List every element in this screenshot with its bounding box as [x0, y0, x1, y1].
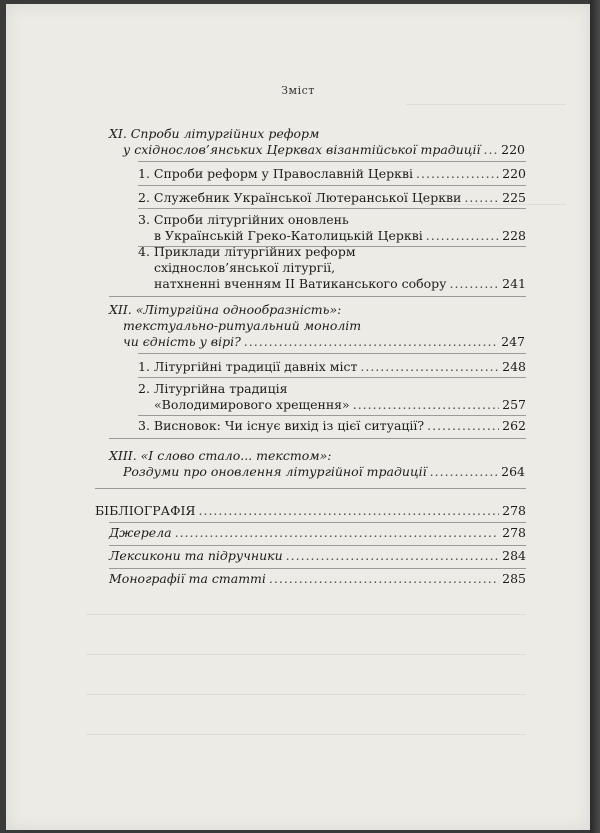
entry-label: 3. Висновок: Чи існує вихід із цієї ситуації? — [138, 418, 425, 433]
book-page — [6, 4, 590, 830]
toc-entry[interactable] — [109, 571, 526, 587]
page-number: 220 — [502, 166, 526, 181]
section-xi-title-line1: XI. Спроби літургійних реформ — [109, 126, 320, 141]
toc-entry-section-xi[interactable] — [123, 142, 525, 158]
leader-dots — [175, 525, 500, 541]
entry-label-line2: «Володимирового хрещення» — [154, 397, 350, 412]
entry-label-line3: натхненні вченням ІІ Ватиканського собору — [154, 276, 447, 291]
section-xii-title-line2: текстуально-ритуальний моноліт — [123, 318, 362, 333]
leader-dots — [360, 359, 499, 375]
toc-entry[interactable] — [109, 525, 526, 541]
section-xii-title-line3: чи єдність у вірі? — [123, 334, 241, 349]
page-number: 278 — [502, 503, 526, 518]
page-number: 264 — [501, 464, 525, 479]
toc-entry[interactable] — [154, 228, 526, 244]
section-xiii-title-line2: Роздуми про оновлення літургійної традиції — [123, 464, 427, 479]
page-number: 228 — [502, 228, 526, 243]
section-xiii-title-line1: XIII. «І слово стало... текстом»: — [109, 448, 332, 463]
bibliography-title: БІБЛІОГРАФІЯ — [95, 503, 196, 518]
toc-entry[interactable] — [138, 166, 526, 182]
toc-entry[interactable] — [154, 276, 526, 292]
book-spine-edge — [590, 0, 600, 833]
divider — [138, 161, 526, 162]
running-head: Зміст — [281, 84, 315, 97]
entry-label-line1: 4. Приклади літургійних реформ — [138, 244, 356, 259]
toc-entry[interactable] — [138, 190, 526, 206]
page-number: 220 — [501, 142, 525, 157]
entry-label: Лексикони та підручники — [109, 548, 283, 563]
section-xi-title-line2: у східнослов’янських Церквах візантійської традиції — [123, 142, 481, 157]
leader-dots — [464, 190, 499, 206]
toc-entry[interactable] — [154, 397, 526, 413]
page-number: 248 — [502, 359, 526, 374]
leader-dots — [427, 418, 499, 434]
section-xii-title-line1: XII. «Літургійна однообразність»: — [109, 302, 342, 317]
leader-dots — [353, 397, 499, 413]
divider — [138, 185, 526, 186]
divider — [109, 568, 526, 569]
divider — [138, 208, 526, 209]
divider — [138, 377, 526, 378]
table-of-contents — [6, 4, 590, 830]
page-number: 247 — [501, 334, 525, 349]
entry-label: Джерела — [109, 525, 172, 540]
leader-dots — [484, 142, 499, 158]
entry-label-line2: в Українській Греко-Католицькій Церкві — [154, 228, 423, 243]
leader-dots — [244, 334, 498, 350]
leader-dots — [430, 464, 498, 480]
divider — [138, 415, 526, 416]
toc-entry-section-xii[interactable] — [123, 334, 525, 350]
entry-label: Монографії та статті — [109, 571, 266, 586]
page-number: 284 — [502, 548, 526, 563]
toc-entry[interactable] — [138, 359, 526, 375]
toc-entry[interactable] — [138, 418, 526, 434]
divider — [138, 353, 526, 354]
entry-label: 1. Літургійні традиції давніх міст — [138, 359, 358, 374]
entry-label: 2. Служебник Української Лютеранської Церкви — [138, 190, 462, 205]
leader-dots — [426, 228, 499, 244]
page-number: 285 — [502, 571, 526, 586]
divider — [109, 438, 526, 439]
divider — [95, 488, 526, 489]
entry-label-line1: 3. Спроби літургійних оновлень — [138, 212, 349, 227]
leader-dots — [416, 166, 499, 182]
entry-label: 1. Спроби реформ у Православній Церкві — [138, 166, 414, 181]
divider — [109, 545, 526, 546]
toc-entry-section-xiii[interactable] — [123, 464, 525, 480]
page-number: 262 — [502, 418, 526, 433]
page-number: 257 — [502, 397, 526, 412]
entry-label-line2: східнослов’янської літургії, — [154, 260, 336, 275]
page-number: 278 — [502, 525, 526, 540]
leader-dots — [199, 503, 500, 519]
leader-dots — [269, 571, 499, 587]
leader-dots — [286, 548, 499, 564]
leader-dots — [450, 276, 500, 292]
toc-entry-bibliography[interactable] — [95, 503, 526, 519]
page-number: 241 — [502, 276, 526, 291]
entry-label-line1: 2. Літургійна традиція — [138, 381, 288, 396]
page-number: 225 — [502, 190, 526, 205]
divider — [109, 522, 526, 523]
toc-entry[interactable] — [109, 548, 526, 564]
divider — [109, 296, 526, 297]
